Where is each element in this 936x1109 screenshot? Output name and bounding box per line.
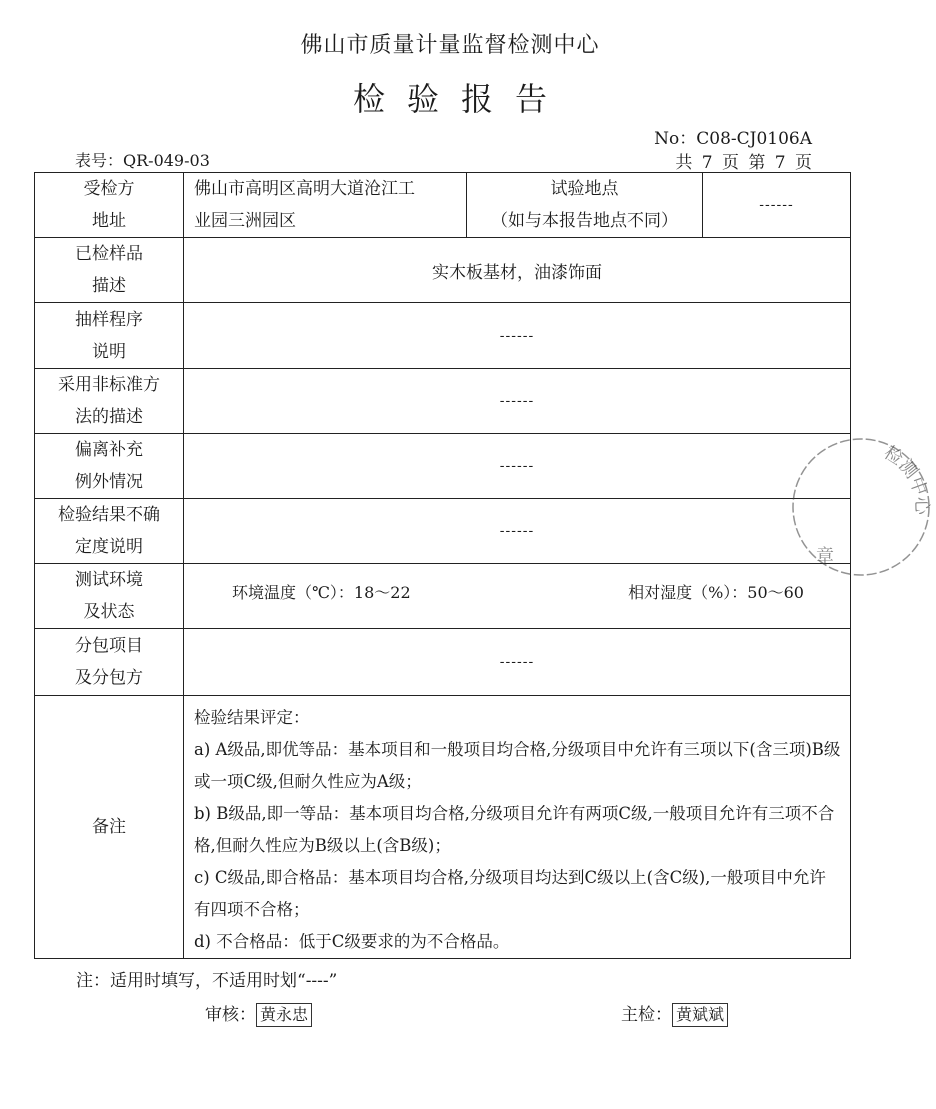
test-site-value: ------	[703, 173, 851, 238]
address-row	[35, 173, 851, 238]
deviation-value: ------	[184, 434, 851, 499]
subcontract-row	[35, 629, 851, 696]
deviation-row	[35, 434, 851, 499]
nonstandard-method-label: 采用非标准方 法的描述	[35, 369, 184, 434]
subcontract-value: ------	[184, 629, 851, 696]
address-value: 佛山市高明区高明大道沧江工 业园三洲园区	[184, 173, 467, 238]
seal-text: 检测中心	[880, 442, 933, 515]
deviation-label: 偏离补充 例外情况	[35, 434, 184, 499]
uncertainty-row	[35, 499, 851, 564]
remark-item: a) A级品,即优等品：基本项目和一般项目均合格,分级项目中允许有三项以下(含三项)B级或一项C级,但耐久性应为A级；	[194, 740, 841, 791]
test-site-label: 试验地点 （如与本报告地点不同）	[467, 173, 703, 238]
remarks-label: 备注	[35, 696, 184, 959]
remark-item: d) 不合格品：低于C级要求的为不合格品。	[194, 932, 510, 951]
sampling-value: ------	[184, 303, 851, 369]
reviewer-name: 黄永忠	[256, 1003, 312, 1027]
page-info: 共 7 页 第 7 页	[675, 153, 812, 173]
remarks-content	[184, 696, 851, 959]
report-title: 检验报告	[352, 80, 569, 118]
uncertainty-label: 检验结果不确 定度说明	[35, 499, 184, 564]
report-table	[34, 172, 851, 959]
remark-item: b) B级品,即一等品：基本项目均合格,分级项目允许有两项C级,一般项目允许有三项不合格,但耐久性应为B级以上(含B级)；	[194, 804, 835, 855]
reviewer-label: 审核：	[205, 1005, 256, 1025]
sample-row	[35, 238, 851, 303]
sample-value: 实木板基材，油漆饰面	[184, 238, 851, 303]
footnote: 注：适用时填写，不适用时划“----”	[76, 971, 338, 991]
inspector-label: 主检：	[621, 1005, 672, 1025]
inspector-signature	[621, 1000, 728, 1027]
environment-label: 测试环境 及状态	[35, 564, 184, 629]
remark-item: c) C级品,即合格品：基本项目均合格,分级项目均达到C级以上(含C级),一般项目中允许有四项不合格；	[194, 868, 826, 919]
subcontract-label: 分包项目 及分包方	[35, 629, 184, 696]
sample-label: 已检样品 描述	[35, 238, 184, 303]
organization-name: 佛山市质量计量监督检测中心	[300, 33, 600, 58]
address-label: 受检方 地址	[35, 173, 184, 238]
reviewer-signature	[205, 1000, 312, 1027]
sampling-row	[35, 303, 851, 369]
env-temperature: 环境温度（℃）：18～22	[232, 583, 411, 602]
remarks-row	[35, 696, 851, 959]
uncertainty-value: ------	[184, 499, 851, 564]
environment-row	[35, 564, 851, 629]
remarks-heading: 检验结果评定：	[194, 708, 310, 727]
inspector-name: 黄斌斌	[672, 1003, 728, 1027]
env-humidity: 相对湿度（%）：50～60	[628, 583, 804, 602]
sampling-label: 抽样程序 说明	[35, 303, 184, 369]
seal-char: 章	[816, 546, 834, 567]
environment-value	[184, 564, 851, 629]
nonstandard-method-row	[35, 369, 851, 434]
form-number: 表号：QR-049-03	[75, 151, 210, 170]
nonstandard-method-value: ------	[184, 369, 851, 434]
official-seal	[786, 432, 936, 582]
report-number: No：C08-CJ0106A	[654, 129, 812, 149]
